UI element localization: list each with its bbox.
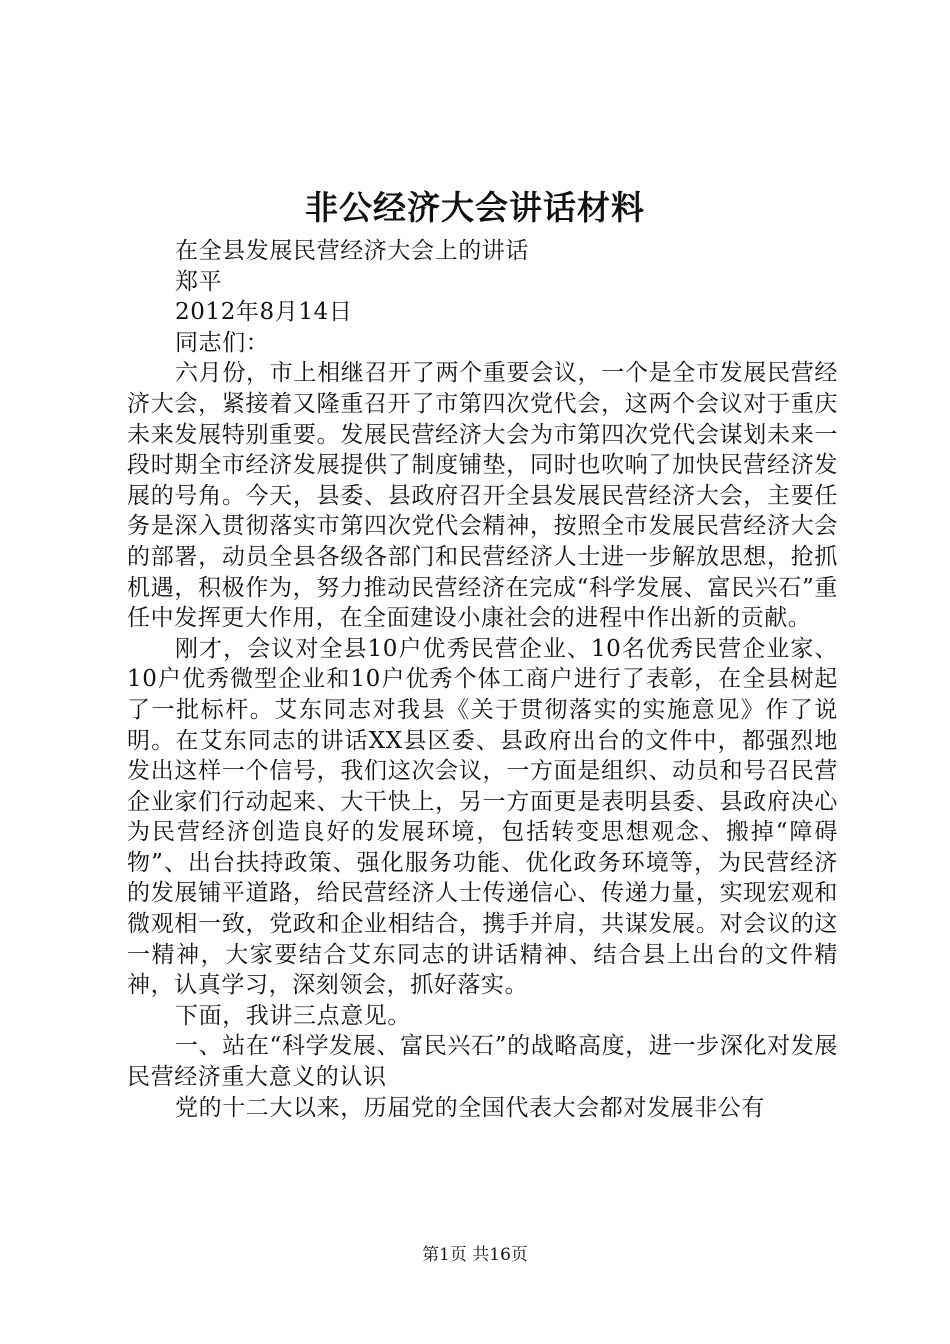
paragraph-2: 刚才，会议对全县10户优秀民营企业、10名优秀民营企业家、10户优秀微型企业和10户优秀个体工商户进行了表彰，在全县树起了一批标杆。艾东同志对我县《关于贯彻落实的实施意见》作了说明。在艾东同志的讲话XX县区委、县政府出台的文件中，都强烈地发出这样一个信号，我们这次会议，一方面是组织、动员和号召民营企业家们行动起来、大干快上，另一方面更是表明县委、县政府决心为民营经济创造良好的发展环境，包括转变思想观念、搬掉“障碍物”、出台扶持政策、强化服务功能、优化政务环境等，为民营经济的发展铺平道路，给民营经济人士传递信心、传递力量，实现宏观和微观相一致，党政和企业相结合，携手并肩，共谋发展。对会议的这一精神，大家要结合艾东同志的讲话精神、结合县上出台的文件精神，认真学习，深刻领会，抓好落实。 [127,635,838,999]
speech-date: 2012年8月14日 [175,299,353,326]
paragraph-4: 党的十二大以来，历届党的全国代表大会都对发展非公有 [175,1094,765,1121]
speech-subtitle: 在全县发展民营经济大会上的讲话 [175,238,529,264]
section-heading-1: 一、站在“科学发展、富民兴石”的战略高度，进一步深化对发展民营经济重大意义的认识 [127,1033,838,1091]
speaker-name: 郑平 [175,268,223,295]
salutation: 同志们： [175,329,270,356]
document-body [127,236,838,1123]
document-title: 非公经济大会讲话材料 [305,188,645,227]
page-number: 第1页 共16页 [422,1245,528,1265]
paragraph-3: 下面，我讲三点意见。 [175,1002,411,1029]
paragraph-1: 六月份，市上相继召开了两个重要会议，一个是全市发展民营经济大会，紧接着又隆重召开了市第四次党代会，这两个会议对于重庆未来发展特别重要。发展民营经济大会为市第四次党代会谋划未来一段时期全市经济发展提供了制度铺垫，同时也吹响了加快民营经济发展的号角。今天，县委、县政府召开全县发展民营经济大会，主要任务是深入贯彻落实市第四次党代会精神，按照全市发展民营经济大会的部署，动员全县各级各部门和民营经济人士进一步解放思想，抢抓机遇，积极作为，努力推动民营经济在完成“科学发展、富民兴石”重任中发挥更大作用，在全面建设小康社会的进程中作出新的贡献。 [127,360,838,632]
